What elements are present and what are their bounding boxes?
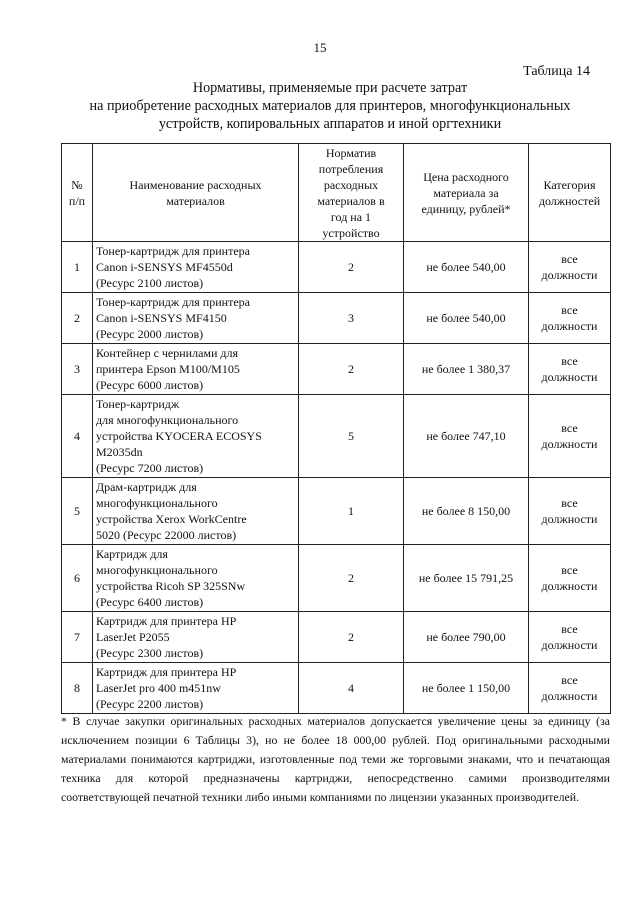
price-value: не более 540,00 (404, 293, 529, 344)
category-value (529, 663, 611, 714)
row-number: 5 (62, 478, 93, 545)
category-line: должности (541, 638, 598, 652)
header-row (62, 144, 611, 242)
material-name-line: 5020 (Ресурс 22000 листов) (96, 528, 237, 542)
category-value (529, 344, 611, 395)
table-label: Таблица 14 (523, 64, 590, 79)
header-num: № п/п (62, 144, 93, 242)
category-line: должности (541, 370, 598, 384)
norm-value: 4 (299, 663, 404, 714)
material-name-line: Тонер-картридж (96, 397, 180, 411)
norm-value: 2 (299, 344, 404, 395)
category-value (529, 242, 611, 293)
norm-value: 3 (299, 293, 404, 344)
norm-value: 5 (299, 395, 404, 478)
material-name-line: LaserJet pro 400 m451nw (96, 681, 221, 695)
title-line: устройств, копировальных аппаратов и иной оргтехники (158, 116, 502, 132)
row-number: 1 (62, 242, 93, 293)
row-number: 2 (62, 293, 93, 344)
price-value: не более 1 150,00 (404, 663, 529, 714)
material-name-line: для многофункционального (96, 413, 239, 427)
norm-value: 2 (299, 242, 404, 293)
material-name-line: (Ресурс 6400 листов) (96, 595, 204, 609)
material-name-line: M2035dn (96, 445, 143, 459)
material-name-line: Контейнер с чернилами для (96, 346, 239, 360)
category-value (529, 612, 611, 663)
header-category: Категория должностей (529, 144, 611, 242)
category-line: все (561, 421, 578, 435)
material-name (93, 663, 299, 714)
material-name-line: (Ресурс 2300 листов) (96, 646, 204, 660)
material-name-line: (Ресурс 2200 листов) (96, 697, 204, 711)
category-line: все (561, 563, 578, 577)
table-row (62, 545, 611, 612)
material-name-line: Картридж для (96, 547, 168, 561)
price-value: не более 790,00 (404, 612, 529, 663)
category-line: все (561, 252, 578, 266)
material-name (93, 344, 299, 395)
table-row (62, 395, 611, 478)
row-number: 6 (62, 545, 93, 612)
category-value (529, 395, 611, 478)
header-norm: Норматив потребления расходных материалов в год на 1 устройство (299, 144, 404, 242)
price-value: не более 1 380,37 (404, 344, 529, 395)
category-line: все (561, 496, 578, 510)
table-row (62, 478, 611, 545)
material-name (93, 395, 299, 478)
table-row (62, 612, 611, 663)
footnote: * В случае закупки оригинальных расходных материалов допускается увеличение цены за единицу (за исключением позиции 6 Таблицы 3), но не более 18 000,00 рублей. Под оригинальными расходными материалами понимаются картриджи, изготовленные под теми же торговыми знаками, что и печатающая техника для которой предназначены картриджи, непосредственно самими производителями соответствующей печатной техники либо иными компаниями по лицензии указанных производителей. (61, 714, 610, 804)
table-row (62, 344, 611, 395)
material-name-line: (Ресурс 6000 листов) (96, 378, 204, 392)
row-number: 7 (62, 612, 93, 663)
category-line: все (561, 303, 578, 317)
table-row (62, 293, 611, 344)
category-line: все (561, 354, 578, 368)
category-line: должности (541, 579, 598, 593)
header-price: Цена расходного материала за единицу, рублей* (404, 144, 529, 242)
material-name-line: устройства Ricoh SP 325SNw (96, 579, 246, 593)
material-name-line: устройства KYOCERA ECOSYS (96, 429, 262, 443)
material-name-line: Картридж для принтера HP (96, 665, 237, 679)
price-value: не более 540,00 (404, 242, 529, 293)
table-row (62, 242, 611, 293)
material-name-line: Canon i-SENSYS MF4150 (96, 311, 227, 325)
table-title (50, 79, 610, 133)
table-row (62, 663, 611, 714)
material-name (93, 612, 299, 663)
material-name (93, 545, 299, 612)
header-name: Наименование расходных материалов (93, 144, 299, 242)
category-line: должности (541, 512, 598, 526)
material-name-line: Canon i-SENSYS MF4550d (96, 260, 233, 274)
category-line: должности (541, 268, 598, 282)
material-name (93, 242, 299, 293)
material-name-line: LaserJet P2055 (96, 630, 170, 644)
norm-value: 1 (299, 478, 404, 545)
title-line: Нормативы, применяемые при расчете затрат (192, 80, 468, 96)
category-line: должности (541, 437, 598, 451)
category-value (529, 293, 611, 344)
material-name-line: (Ресурс 7200 листов) (96, 461, 204, 475)
material-name-line: (Ресурс 2000 листов) (96, 327, 204, 341)
material-name-line: Картридж для принтера HP (96, 614, 237, 628)
category-line: должности (541, 689, 598, 703)
material-name-line: (Ресурс 2100 листов) (96, 276, 204, 290)
title-line: на приобретение расходных материалов для принтеров, многофункциональных (89, 98, 571, 114)
row-number: 8 (62, 663, 93, 714)
category-value (529, 545, 611, 612)
norm-value: 2 (299, 612, 404, 663)
material-name-line: Тонер-картридж для принтера (96, 295, 250, 309)
category-line: должности (541, 319, 598, 333)
material-name-line: устройства Xerox WorkCentre (96, 512, 247, 526)
material-name (93, 478, 299, 545)
row-number: 3 (62, 344, 93, 395)
norms-table (61, 143, 611, 714)
material-name-line: многофункционального (96, 496, 218, 510)
category-line: все (561, 622, 578, 636)
material-name-line: принтера Epson M100/M105 (96, 362, 240, 376)
price-value: не более 8 150,00 (404, 478, 529, 545)
material-name-line: многофункционального (96, 563, 218, 577)
material-name-line: Тонер-картридж для принтера (96, 244, 250, 258)
row-number: 4 (62, 395, 93, 478)
norm-value: 2 (299, 545, 404, 612)
material-name-line: Драм-картридж для (96, 480, 197, 494)
price-value: не более 15 791,25 (404, 545, 529, 612)
material-name (93, 293, 299, 344)
page-number: 15 (313, 40, 327, 55)
price-value: не более 747,10 (404, 395, 529, 478)
category-value (529, 478, 611, 545)
category-line: все (561, 673, 578, 687)
